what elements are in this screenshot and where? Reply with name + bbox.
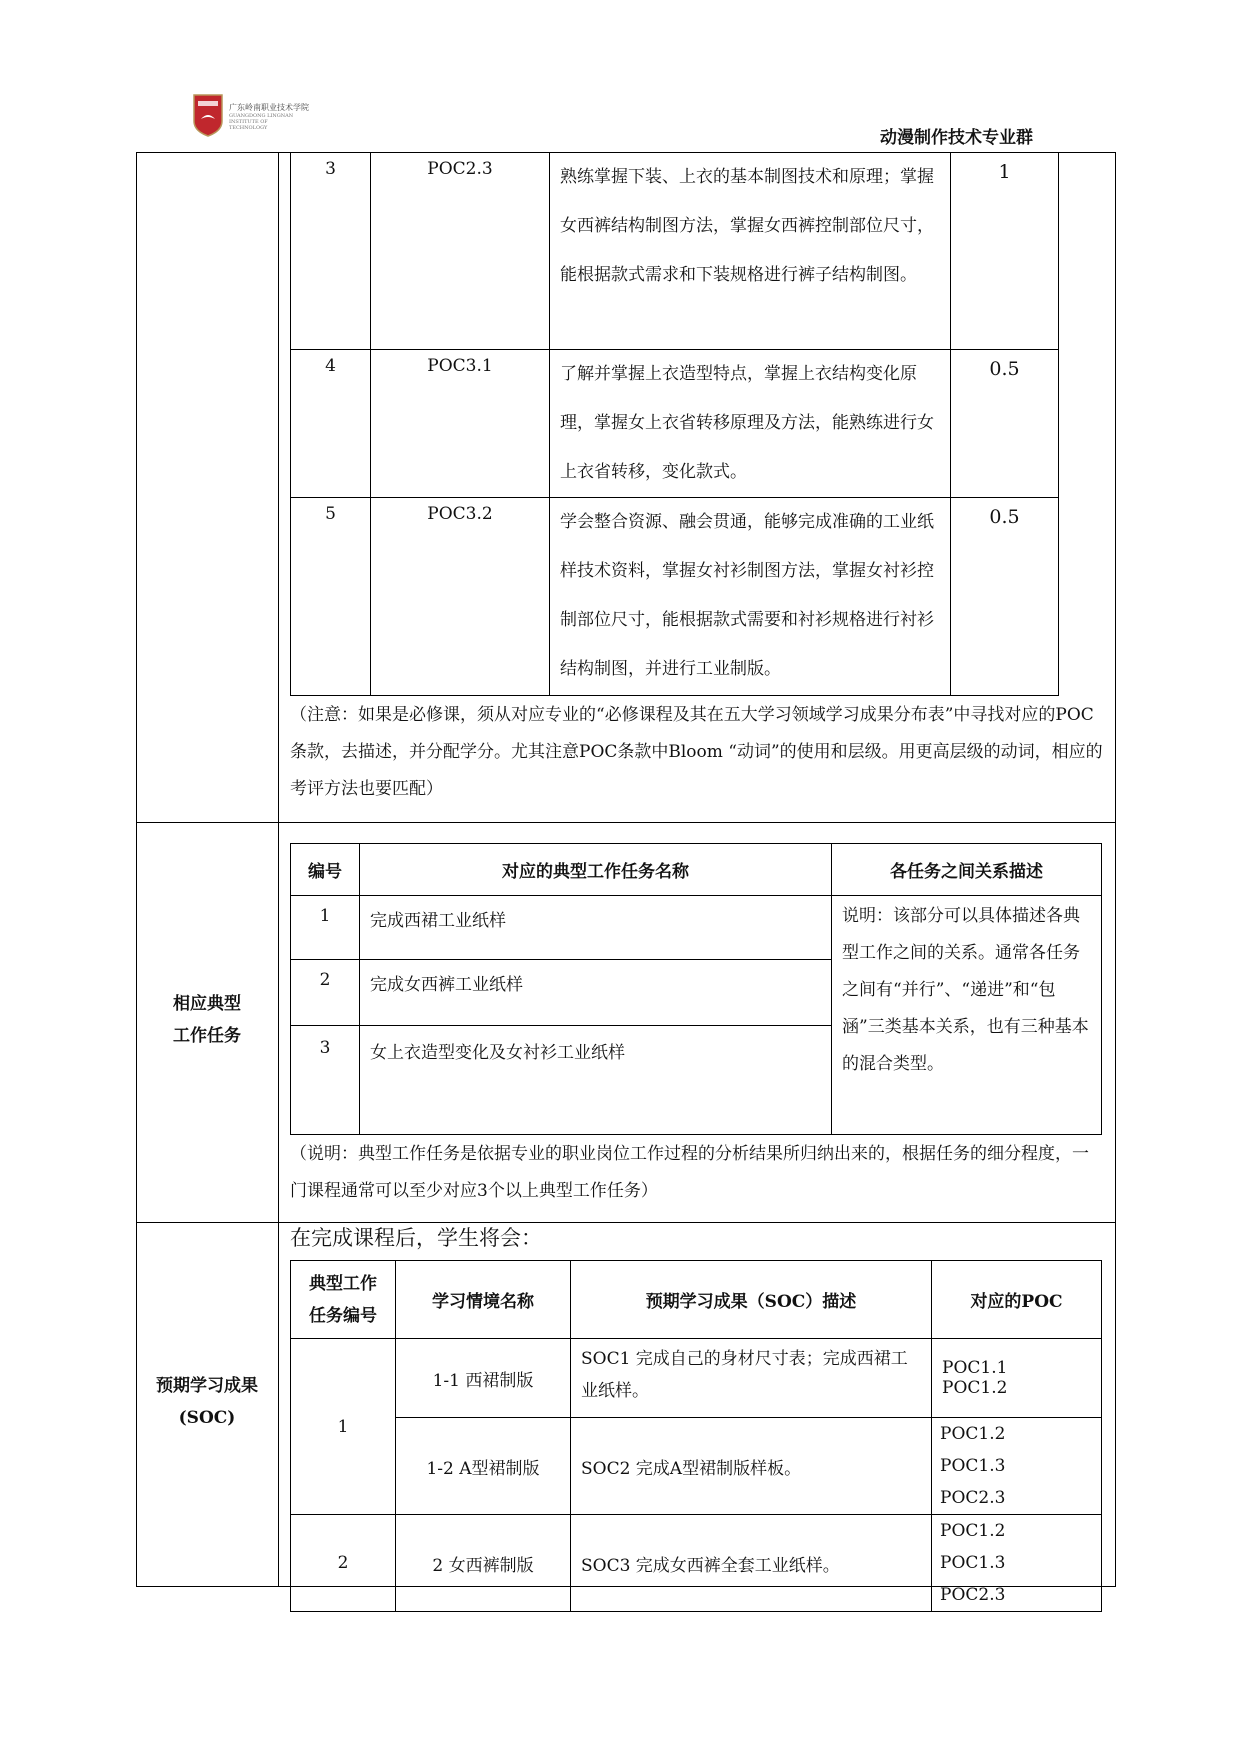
divider — [278, 152, 279, 1587]
soc-header-task: 典型工作任务编号 — [291, 1261, 396, 1339]
poc-ref: POC2.3 — [940, 1488, 1006, 1508]
soc-header-poc: 对应的POC — [932, 1261, 1102, 1339]
soc-header-desc: 预期学习成果（SOC）描述 — [571, 1261, 932, 1339]
poc-ref: POC1.3 — [940, 1553, 1006, 1573]
soc-situation: 1-1 西裙制版 — [396, 1339, 571, 1418]
soc-situation: 2 女西裤制版 — [396, 1515, 571, 1612]
poc-desc: 学会整合资源、融会贯通，能够完成准确的工业纸样技术资料，掌握女衬衫制图方法，掌握女衬衫控制部位尺寸，能根据款式需要和衬衫规格进行衬衫结构制图，并进行工业制版。 — [550, 498, 951, 696]
poc-row-no: 5 — [291, 498, 371, 696]
soc-desc: SOC1 完成自己的身材尺寸表；完成西裙工业纸样。 — [571, 1339, 932, 1418]
task-name: 女上衣造型变化及女衬衫工业纸样 — [360, 1026, 832, 1135]
table-row — [291, 1418, 1102, 1515]
tasks-table — [290, 843, 1102, 1135]
tasks-header-no: 编号 — [291, 844, 360, 896]
poc-note: （注意：如果是必修课，须从对应专业的“必修课程及其在五大学习领域学习成果分布表”中寻找对应的POC条款，去描述，并分配学分。尤其注意POC条款中Bloom “动词”的使用和层级。用更高层级的动词，相应的考评方法也要匹配） — [290, 705, 1103, 799]
soc-header-situation: 学习情境名称 — [396, 1261, 571, 1339]
school-logo — [193, 93, 323, 139]
poc-desc: 熟练掌握下装、上衣的基本制图技术和原理；掌握女西裤结构制图方法，掌握女西裤控制部位尺寸，能根据款式需求和下装规格进行裤子结构制图。 — [550, 153, 951, 350]
poc-code: POC3.2 — [371, 498, 550, 696]
shield-logo-icon — [193, 93, 223, 137]
soc-poc — [932, 1339, 1102, 1418]
soc-poc — [932, 1515, 1102, 1612]
poc-ref: POC1.2 — [940, 1424, 1006, 1444]
table-row — [291, 153, 1059, 350]
soc-desc: SOC3 完成女西裤全套工业纸样。 — [571, 1515, 932, 1612]
soc-label — [136, 1370, 278, 1434]
task-no: 3 — [291, 1026, 360, 1135]
task-name: 完成女西裤工业纸样 — [360, 960, 832, 1026]
task-relation: 说明：该部分可以具体描述各典型工作之间的关系。通常各任务之间有“并行”、“递进”和“包涵”三类基本关系，也有三种基本的混合类型。 — [832, 896, 1102, 1135]
poc-code: POC2.3 — [371, 153, 550, 350]
divider — [136, 1222, 1116, 1223]
group-title: 动漫制作技术专业群 — [880, 128, 1033, 148]
poc-table — [290, 152, 1059, 696]
soc-poc — [932, 1418, 1102, 1515]
logo-en: GUANGDONG LINGNAN INSTITUTE OF TECHNOLOGY — [229, 113, 294, 131]
table-row — [291, 498, 1059, 696]
tasks-note: （说明：典型工作任务是依据专业的职业岗位工作过程的分析结果所归纳出来的，根据任务的细分程度，一门课程通常可以至少对应3个以上典型工作任务） — [290, 1144, 1089, 1201]
soc-table — [290, 1260, 1102, 1612]
tasks-header-name: 对应的典型工作任务名称 — [360, 844, 832, 896]
task-no: 1 — [291, 896, 360, 960]
poc-ref: POC1.2 — [942, 1378, 1008, 1398]
poc-ref: POC1.3 — [940, 1456, 1006, 1476]
poc-credit: 0.5 — [951, 350, 1059, 498]
poc-desc: 了解并掌握上衣造型特点，掌握上衣结构变化原理，掌握女上衣省转移原理及方法，能熟练进行女上衣省转移，变化款式。 — [550, 350, 951, 498]
poc-ref: POC1.2 — [940, 1521, 1006, 1541]
divider — [136, 822, 1116, 823]
table-row — [291, 350, 1059, 498]
soc-situation: 1-2 A型裙制版 — [396, 1418, 571, 1515]
soc-label-abbr: (SOC) — [178, 1408, 236, 1428]
poc-row-no: 4 — [291, 350, 371, 498]
task-name: 完成西裙工业纸样 — [360, 896, 832, 960]
soc-intro: 在完成课程后，学生将会： — [290, 1226, 542, 1250]
poc-ref: POC2.3 — [940, 1585, 1006, 1605]
soc-task-no: 2 — [291, 1515, 396, 1612]
table-row — [291, 1339, 1102, 1418]
soc-task-no: 1 — [291, 1339, 396, 1515]
tasks-header-relation: 各任务之间关系描述 — [832, 844, 1102, 896]
tasks-label-text: 相应典型工作任务 — [173, 994, 241, 1046]
soc-desc: SOC2 完成A型裙制版样板。 — [571, 1418, 932, 1515]
tasks-label — [136, 988, 278, 1052]
poc-credit: 0.5 — [951, 498, 1059, 696]
poc-credit: 1 — [951, 153, 1059, 350]
table-row — [291, 1515, 1102, 1612]
soc-label-text: 预期学习成果 — [156, 1376, 258, 1396]
table-row — [291, 896, 1102, 960]
task-no: 2 — [291, 960, 360, 1026]
poc-code: POC3.1 — [371, 350, 550, 498]
poc-ref: POC1.1 — [942, 1358, 1008, 1378]
poc-row-no: 3 — [291, 153, 371, 350]
logo-cn: 广东岭南职业技术学院 — [229, 103, 309, 112]
